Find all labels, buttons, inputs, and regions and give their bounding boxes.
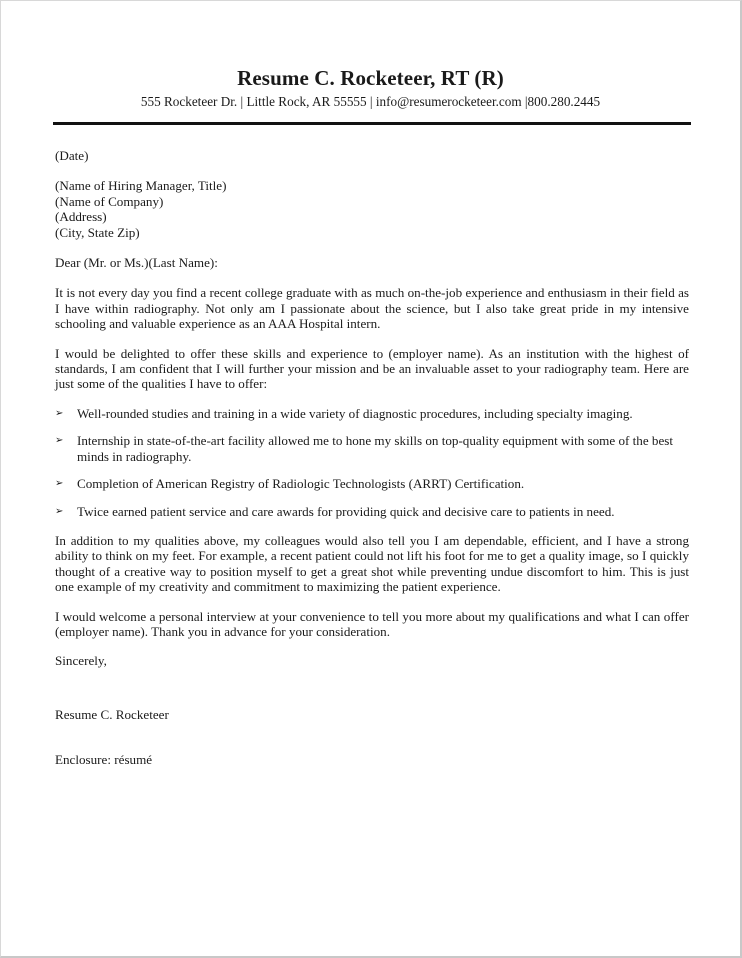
arrow-bullet-icon: ➢ bbox=[55, 505, 64, 517]
signature: Resume C. Rocketeer bbox=[55, 706, 169, 722]
paragraph-example: In addition to my qualities above, my colleagues would also tell you I am dependable, efficient, and I have a strong ability to think on my feet. For example, a recent patient could not lift his foot for me to get a quality image, so I quickly thought of a creative way to position myself to get a great shot while preventing undue discomfort to him. This is just one example of my creativity and commitment to maximizing the patient experience. bbox=[55, 532, 689, 595]
paragraph-closing: I would welcome a personal interview at your convenience to tell you more about my qualifications and what I can offer (employer name). Thank you in advance for your consideration. bbox=[55, 608, 689, 639]
sender-name: Resume C. Rocketeer, RT (R) bbox=[237, 66, 504, 90]
salutation: Dear (Mr. or Ms.)(Last Name): bbox=[55, 255, 218, 271]
recipient-line: (Name of Company) bbox=[55, 193, 164, 209]
recipient-line: (City, State Zip) bbox=[55, 224, 140, 240]
list-item bbox=[55, 504, 689, 519]
list-item bbox=[55, 476, 689, 491]
recipient-block bbox=[55, 178, 689, 240]
letter-body bbox=[55, 148, 689, 768]
arrow-bullet-icon: ➢ bbox=[55, 435, 64, 447]
arrow-bullet-icon: ➢ bbox=[55, 407, 64, 419]
letterhead bbox=[1, 65, 740, 110]
list-item-text: Twice earned patient service and care awards for providing quick and decisive care to patients in need. bbox=[77, 503, 615, 519]
closing: Sincerely, bbox=[55, 653, 107, 669]
enclosure-note: Enclosure: résumé bbox=[55, 752, 153, 768]
list-item-text: Completion of American Registry of Radiologic Technologists (ARRT) Certification. bbox=[77, 476, 525, 492]
list-item-text: Internship in state-of-the-art facility allowed me to hone my skills on top-quality equipment with some of the best minds in radiography. bbox=[77, 433, 673, 464]
arrow-bullet-icon: ➢ bbox=[55, 478, 64, 490]
qualities-list bbox=[55, 406, 689, 519]
header-divider bbox=[53, 122, 691, 125]
sender-contact-line: 555 Rocketeer Dr. | Little Rock, AR 55555 | info@resumerocketeer.com |800.280.2445 bbox=[140, 94, 601, 109]
paragraph-offer: I would be delighted to offer these skills and experience to (employer name). As an institution with the highest of standards, I am confident that I will further your mission and be an invaluable asset to your radiography team. Here are just some of the qualities I have to offer: bbox=[55, 345, 689, 392]
list-item bbox=[55, 433, 689, 464]
paragraph-intro: It is not every day you find a recent college graduate with as much on-the-job experience and enthusiasm in their field as I have within radiography. Not only am I passionate about the science, but I also take great pride in my intensive schooling and valuable experience as an AAA Hospital intern. bbox=[55, 285, 689, 332]
recipient-line: (Name of Hiring Manager, Title) bbox=[55, 178, 227, 194]
recipient-line: (Address) bbox=[55, 209, 107, 225]
list-item-text: Well-rounded studies and training in a wide variety of diagnostic procedures, including specialty imaging. bbox=[77, 405, 633, 421]
letter-date: (Date) bbox=[55, 148, 89, 163]
list-item bbox=[55, 406, 689, 421]
